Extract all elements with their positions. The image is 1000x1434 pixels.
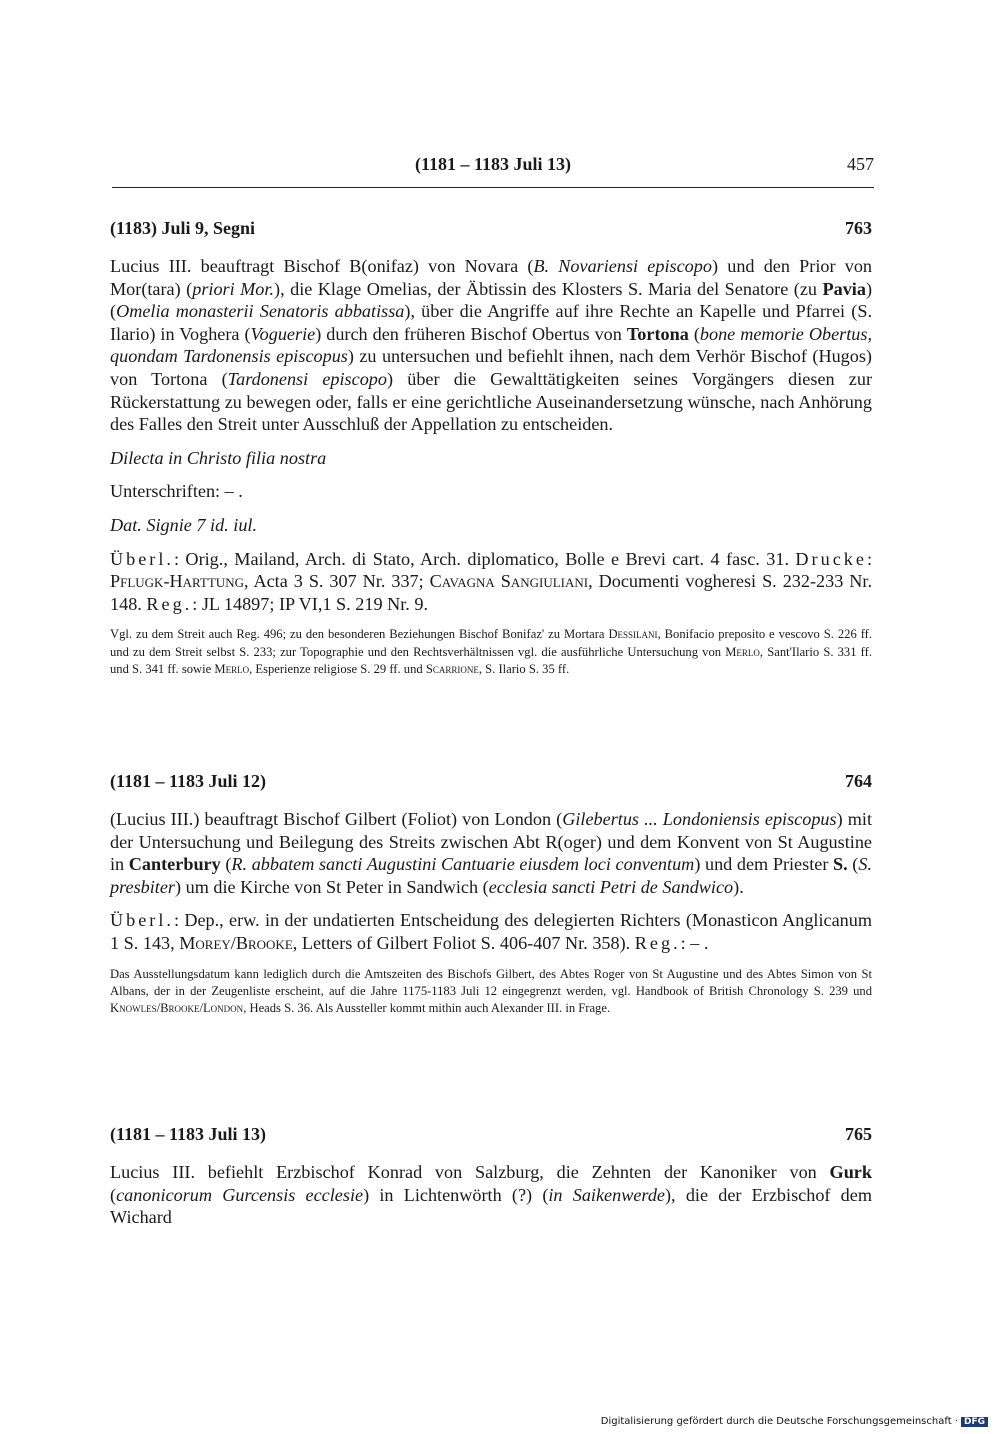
regest-text: Lucius III. befiehlt Erzbischof Konrad von Salzburg, die Zehnten der Kanoniker von Gurk (canonicorum Gurcensis ecclesie) in Lichtenwörth (?) (in Saikenwerde), die der Erzbischof dem Wichard xyxy=(110,1162,872,1228)
incipit xyxy=(110,447,872,470)
entry-header xyxy=(110,1124,872,1150)
page-number: 457 xyxy=(847,154,874,174)
entry-header xyxy=(110,218,872,244)
header-rule xyxy=(112,187,874,188)
transmission-and-prints: Überl.: Dep., erw. in der undatierten Entscheidung des delegierten Richters (Monasticon Anglicanum 1 S. 143, Morey/Brooke, Letters of Gilbert Foliot S. 406-407 Nr. 358). Reg.: – . xyxy=(110,910,872,953)
funding-footer xyxy=(601,1416,988,1427)
commentary-note: Das Ausstellungsdatum kann lediglich durch die Amtszeiten des Bischofs Gilbert, des Abtes Roger von St Augustine und des Abtes Simon von St Albans, der in der Zeugenliste erscheint, auf die Jahre 1175-1183 Juli 12 eingegrenzt werden, vgl. Handbook of British Chronology S. 239 und Knowles/Brooke/London, Heads S. 36. Als Aussteller kommt mithin auch Alexander III. in Frage. xyxy=(110,966,872,1016)
regest-entry-763 xyxy=(110,218,872,679)
regest-text: Lucius III. beauftragt Bischof B(onifaz) von Novara (B. Novariensi episcopo) und den Prior von Mor(tara) (priori Mor.), die Klage Omelias, der Äbtissin des Klosters S. Maria del Senatore (zu Pavia) (Omelia monasterii Senatoris abbatissa), über die Angriffe auf ihre Rechte an Kapelle und Pfarrei (S. Ilario) in Voghera (Voguerie) durch den früheren Bischof Obertus von Tortona (bone memorie Obertus, quondam Tardonensis episcopus) zu untersuchen und befiehlt ihnen, nach dem Verhör Bischof (Hugos) von Tortona (Tardonensi episcopo) über die Gewalttätigkeiten seines Vorgängers diesen zur Rückerstattung zu bewegen oder, falls er eine gerichtliche Auseinandersetzung wünsche, nach Anhörung des Falles den Streit unter Ausschluß der Appellation zu entscheiden. xyxy=(110,256,873,435)
regest-text: (Lucius III.) beauftragt Bischof Gilbert (Foliot) von London (Gilebertus ... Londoniensis episcopus) mit der Untersuchung und Beilegung des Streits zwischen Abt R(oger) und dem Konvent von St Augustine in Canterbury (R. abbatem sancti Augustini Cantuarie eiusdem loci conventum) und dem Priester S. (S. presbiter) um die Kirche von St Peter in Sandwich (ecclesia sancti Petri de Sandwico). xyxy=(110,809,873,897)
running-head-title: (1181 – 1183 Juli 13) xyxy=(414,154,571,174)
commentary-note: Vgl. zu dem Streit auch Reg. 496; zu den besonderen Beziehungen Bischof Bonifaz' zu Mortara Dessilani, Bonifacio preposito e vescovo S. 226 ff. und zu dem Streit selbst S. 233; zur Topographie und den Rechtsverhältnissen vgl. die ausführliche Untersuchung von Merlo, Sant'Ilario S. 331 ff. und S. 341 ff. sowie Merlo, Esperienze religiose S. 29 ff. und Scarrione, S. Ilario S. 35 ff. xyxy=(110,627,872,677)
running-head xyxy=(112,154,874,182)
regest-entry-764 xyxy=(110,771,872,1018)
incipit-text: Dilecta in Christo filia nostra xyxy=(110,447,327,468)
entry-number: 764 xyxy=(845,771,872,791)
entry-date: (1181 – 1183 Juli 13) xyxy=(110,1124,267,1144)
entry-header xyxy=(110,771,872,797)
dfg-logo: DFG xyxy=(961,1417,988,1427)
transmission-and-prints: Überl.: Orig., Mailand, Arch. di Stato, Arch. diplomatico, Bolle e Brevi cart. 4 fasc. 31. Drucke: Pflugk-Harttung, Acta 3 S. 307 Nr. 337; Cavagna Sangiuliani, Documenti vogheresi S. 232-233 Nr. 148. Reg.: JL 14897; IP VI,1 S. 219 Nr. 9. xyxy=(110,548,873,614)
entry-date: (1183) Juli 9, Segni xyxy=(110,218,256,238)
dating-clause-text: Dat. Signie 7 id. iul. xyxy=(110,514,258,535)
entry-number: 763 xyxy=(845,218,872,238)
regest-entry-765 xyxy=(110,1124,872,1229)
dating-clause xyxy=(110,514,872,537)
entry-date: (1181 – 1183 Juli 12) xyxy=(110,771,267,791)
signatures: Unterschriften: – . xyxy=(110,481,243,502)
entry-number: 765 xyxy=(845,1124,872,1144)
footer-text: Digitalisierung gefördert durch die Deutsche Forschungsgemeinschaft · xyxy=(600,1416,958,1427)
